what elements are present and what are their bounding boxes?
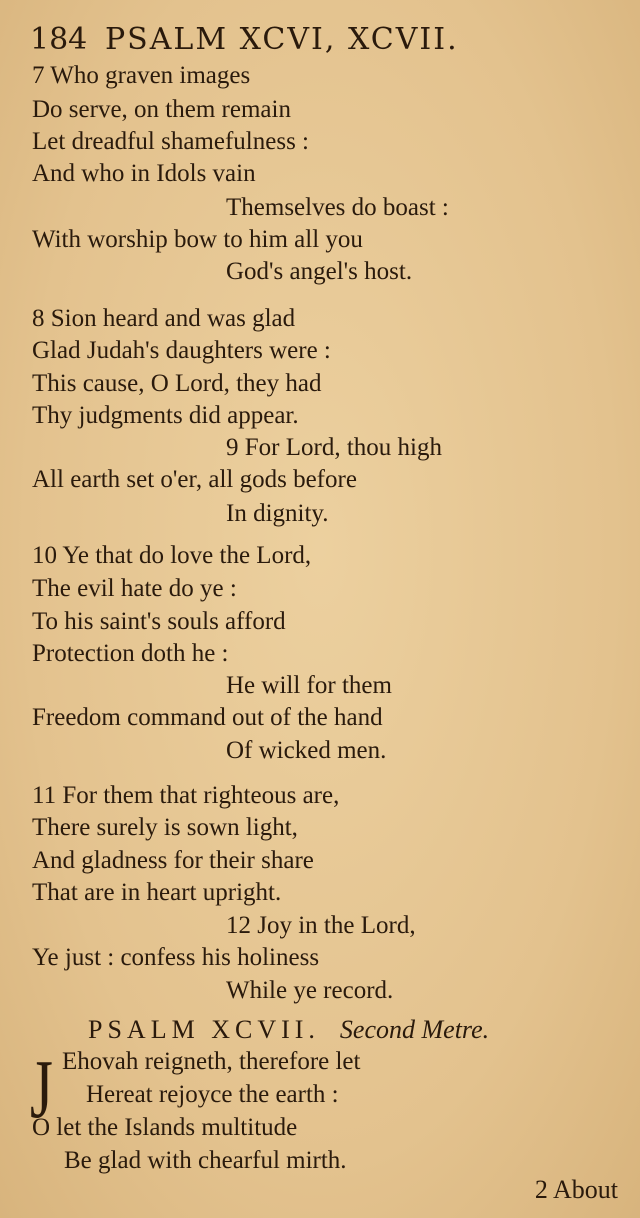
drop-cap: J: [30, 1043, 53, 1136]
verse-line: Ehovah reigneth, therefore let: [62, 1048, 361, 1075]
verse-line: This cause, O Lord, they had: [32, 370, 322, 397]
verse-line: Be glad with chearful mirth.: [64, 1147, 347, 1174]
verse-line: Freedom command out of the hand: [32, 704, 383, 731]
running-title: PSALM XCVI, XCVII.: [105, 22, 459, 57]
verse-line: 12 Joy in the Lord,: [226, 912, 416, 939]
verse-line: Ye just : confess his holiness: [32, 944, 320, 971]
page-number: 184: [30, 22, 88, 57]
verse-line: Of wicked men.: [226, 737, 387, 764]
verse-line: There surely is sown light,: [32, 814, 298, 841]
verse-line: The evil hate do ye :: [32, 575, 237, 602]
verse-line: 8 Sion heard and was glad: [32, 305, 296, 332]
verse-line: With worship bow to him all you: [32, 226, 363, 253]
verse-line: While ye record.: [226, 977, 394, 1004]
verse-line: 7 Who graven images: [32, 62, 251, 89]
psalm-metre: Second Metre.: [339, 1015, 490, 1044]
verse-line: Thy judgments did appear.: [32, 402, 299, 429]
verse-line: In dignity.: [226, 500, 329, 527]
catchword: 2 About: [534, 1175, 618, 1204]
verse-line: Hereat rejoyce the earth :: [86, 1081, 339, 1108]
verse-line: That are in heart upright.: [32, 879, 282, 906]
verse-line: 11 For them that righteous are,: [32, 782, 340, 809]
verse-line: All earth set o'er, all gods before: [32, 466, 357, 493]
verse-line: God's angel's host.: [226, 258, 413, 285]
verse-line: To his saint's souls afford: [32, 608, 286, 635]
verse-line: Themselves do boast :: [226, 194, 449, 221]
verse-line: And who in Idols vain: [32, 160, 256, 187]
verse-line: Do serve, on them remain: [32, 96, 291, 123]
verse-line: And gladness for their share: [32, 847, 314, 874]
verse-line: He will for them: [226, 672, 392, 699]
verse-line: 9 For Lord, thou high: [226, 434, 442, 461]
verse-line: Let dreadful shamefulness :: [32, 128, 309, 155]
verse-line: Protection doth he :: [32, 640, 229, 667]
psalm-heading: [88, 1012, 489, 1048]
verse-line: O let the Islands multitude: [32, 1114, 298, 1141]
psalm-title: PSALM XCVII.: [88, 1015, 320, 1044]
verse-line: Glad Judah's daughters were :: [32, 337, 331, 364]
verse-line: 10 Ye that do love the Lord,: [32, 542, 312, 569]
